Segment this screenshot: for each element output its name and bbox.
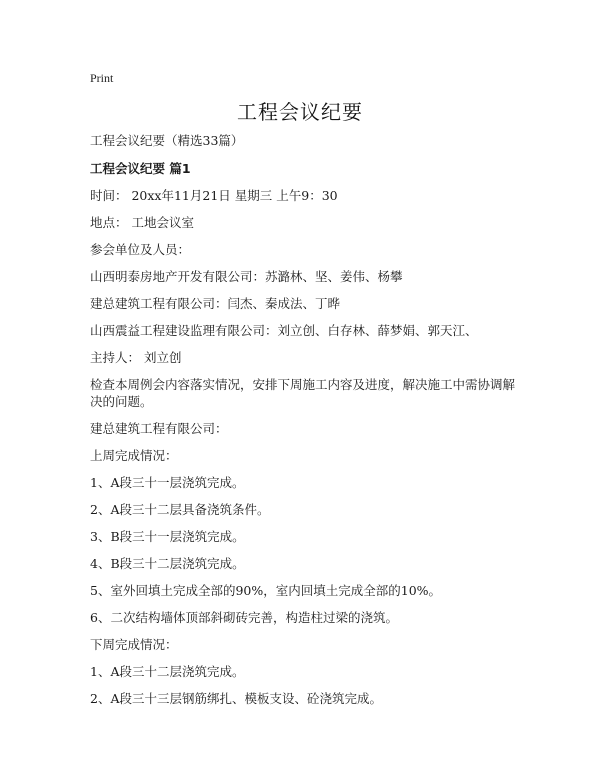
list-item: 6、二次结构墙体顶部斜砌砖完善，构造柱过梁的浇筑。	[90, 610, 398, 625]
print-link[interactable]: Print	[90, 71, 114, 85]
attendee-line: 山西震益工程建设监理有限公司：刘立创、白存林、薛梦娟、郭天江、	[90, 323, 478, 338]
company-heading: 建总建筑工程有限公司：	[90, 421, 228, 436]
meeting-purpose: 检查本周例会内容落实情况，安排下周施工内容及进度，解决施工中需协调解决的问题。	[90, 377, 516, 409]
list-item: 4、B段三十二层浇筑完成。	[90, 556, 245, 571]
attendees-heading: 参会单位及人员：	[90, 242, 191, 257]
next-week-heading: 下周完成情况：	[90, 637, 178, 652]
last-week-heading: 上周完成情况：	[90, 448, 178, 463]
attendee-line: 山西明泰房地产开发有限公司：苏潞林、坚、姜伟、杨攀	[90, 269, 403, 284]
meeting-time: 时间： 20xx年11月21日 星期三 上午9：30	[90, 188, 338, 203]
list-item: 1、A段三十二层浇筑完成。	[90, 664, 245, 679]
attendee-line: 建总建筑工程有限公司：闫杰、秦成法、丁晔	[90, 296, 341, 311]
document-subtitle: 工程会议纪要（精选33篇）	[90, 133, 244, 148]
list-item: 1、A段三十一层浇筑完成。	[90, 475, 245, 490]
meeting-location: 地点： 工地会议室	[90, 215, 194, 230]
list-item: 2、A段三十三层钢筋绑扎、模板支设、砼浇筑完成。	[90, 691, 382, 706]
list-item: 3、B段三十一层浇筑完成。	[90, 529, 245, 544]
section-heading: 工程会议纪要 篇1	[90, 161, 191, 176]
list-item: 2、A段三十二层具备浇筑条件。	[90, 502, 270, 517]
document-title: 工程会议纪要	[237, 100, 363, 124]
host-line: 主持人： 刘立创	[90, 350, 182, 365]
list-item: 5、室外回填土完成全部的90%，室内回填土完成全部的10%。	[90, 583, 442, 598]
